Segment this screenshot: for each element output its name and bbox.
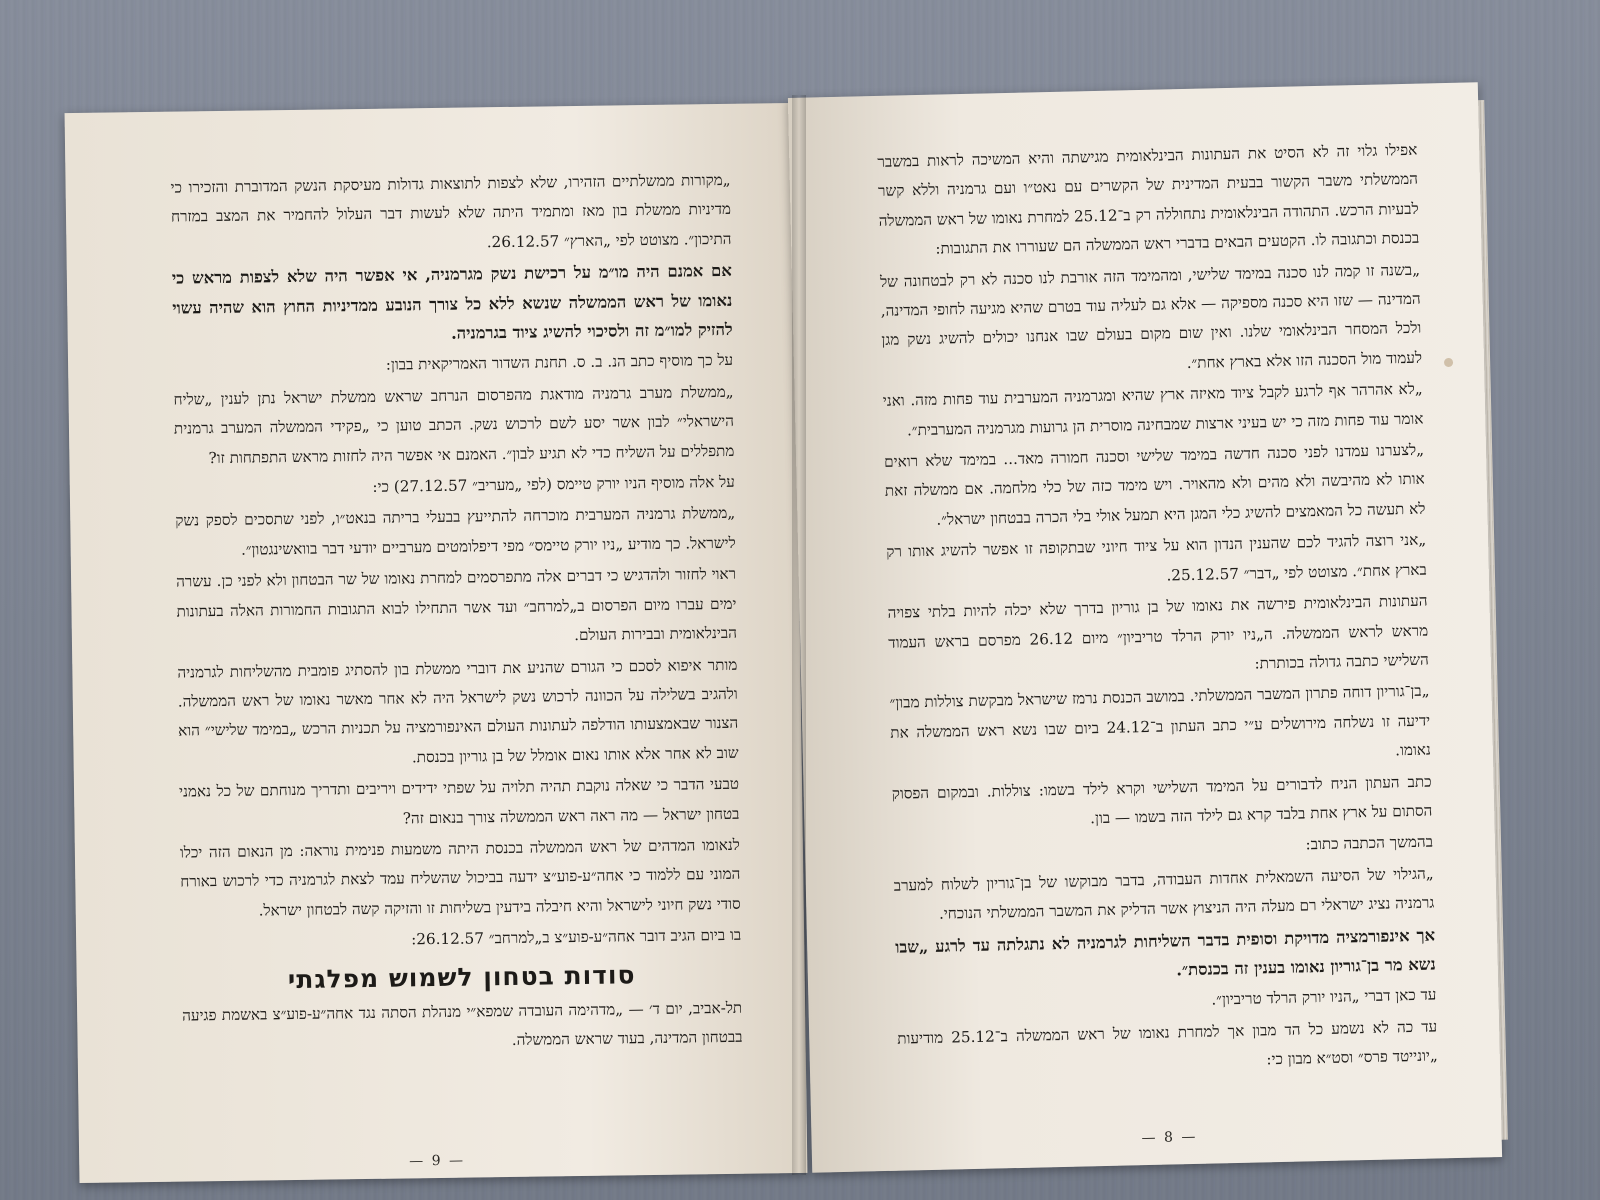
page-number: — 9 —	[409, 1152, 466, 1170]
paragraph: „ממשלת גרמניה המערבית מוכרחה להתייעץ בבעלי בריתה בנאט״ו, לפני שתסכים לספק נשק לישראל. כך מודיע „ניו יורק טיימס״ מפי דיפלומטים מערביים יודעי דבר בוואשינגטון״.	[175, 504, 736, 559]
paragraph: „לא אהרהר אף לרגע לקבל ציוד מאיזה ארץ שהיא ומגרמניה המערבית עוד פחות מזה. ואני אומר עוד פחות מזה כי יש בעיני ארצות שמבחינה מוסרית הן גרועות מגרמניה המערבית״.	[882, 379, 1424, 440]
paragraph: אפילו גלוי זה לא הסיט את העתונות הבינלאומית מגישתה והיא המשיכה לראות במשבר הממשלתי משבר הקשור בבעית המדינית של הקשרים עם נאט״ו ועם גרמניה וללא קשר לבעיות הרכש. התהודה הבינלאומית נתחוללה רק ב־25.12 למחרת נאומו של ראש הממשלה בכנסת וכתגובה לו. הקטעים הבאים בדברי ראש הממשלה הם שעוררו את התגובות:	[877, 140, 1420, 258]
paragraph: כתב העתון הניח לדבורים על המימד השלישי וקרא לילד בשמו: צוללות. ובמקום הפסוק הסתום על ארץ אחת בלבד קרא גם לילד הזה בשמו — בון.	[891, 772, 1433, 828]
left-page	[65, 103, 808, 1183]
page-number: — 8 —	[1141, 1128, 1198, 1147]
book-spine	[792, 95, 806, 1175]
paragraph: בו ביום הגיב דובר אחה״ע-פוע״צ ב„למרחב״ 26.12.57:	[411, 925, 742, 949]
paragraph: לנאומו המדהים של ראש הממשלה בכנסת היתה משמעות פנימית נוראה: מן הנאום הזה יכלו המוני עם ללמוד כי אחה״ע-פוע״צ ידעה בביכול שהשליח עמד לצאת לגרמניה כדי לרכוש באורח סודי נשק חיוני לישראל והיא חיבלה בידעין בשליחות זו והזיקה קשה לבטחון ישראל.	[179, 835, 741, 920]
paragraph: „הגילוי של הסיעה השמאלית אחדות העבודה, בדבר מבוקשו של בן־גוריון לשלוח למערב גרמניה נציג ישראלי רם מעלה היה הניצוץ אשר הדליק את המשבר הממשלתי הנוכחי.	[893, 864, 1435, 923]
paragraph: „ממשלת מערב גרמניה מודאגת מהפרסום הנרחב שראש ממשלת ישראל נתן לענין „שליח הישראלי״ לבון אשר יסע לשם לרכוש נשק. הכתב טוען כי „פקידי הממשלה המערב גרמנית מתפללים על השליח כדי לא תגיע לבון״. האמנם אי אפשר היה לחזות מראש התפתחות זו?	[173, 382, 735, 467]
right-page	[788, 82, 1502, 1172]
paragraph: העתונות הבינלאומית פירשה את נאומו של בן גוריון בדרך שלא יכלה להיות בלתי צפויה מראש לראש הממשלה. ה„ניו יורק הרלד טריביון״ מיום 26.12 מפרסם בראש העמוד השלישי כתבה גדולה בכותרת:	[887, 591, 1430, 673]
paragraph: בהמשך הכתבה כתוב:	[1305, 832, 1434, 854]
paragraph-bold: אך אינפורמציה מדויקת וסופית בדבר השליחות לגרמניה לא נתגלתה עד לרגע „שבו נשא מר בן־גוריון נאומו בענין זה בכנסת״.	[894, 925, 1436, 980]
paragraph: על אלה מוסיף הניו יורק טיימס (לפי „מעריב״ 27.12.57) כי:	[372, 472, 735, 496]
paragraph: על כך מוסיף כתב הנ. ב. ס. תחנת השדור האמריקאית בבון:	[385, 351, 734, 375]
paragraph: עד כה לא נשמע כל הד מבון אך למחרת נאומו של ראש הממשלה ב־25.12 מודיעות „יונייטד פרס״ וסט״א מבון כי:	[897, 1017, 1438, 1069]
paragraph: „אני רוצה להגיד לכם שהענין הנדון הוא על ציוד חיוני שבתקופה זו אפשר להשיג אותו רק בארץ אחת״. מצוטט לפי „דבר״ 25.12.57.	[886, 530, 1427, 585]
paragraph: ראוי לחזור ולהדגיש כי דברים אלה מתפרסמים למחרת נאומו של שר הבטחון ולא לפני כן. עשרה ימים עברו מיום הפרסום ב„למרחב״ ועד אשר התחילו לבוא התגובות החמורות האלה בעתונות הבינלאומית ובבירות העולם.	[175, 565, 738, 645]
paper-stain	[1444, 358, 1453, 367]
paragraph: „בן־גוריון דוחה פתרון המשבר הממשלתי. במושב הכנסת נרמז שישראל מבקשת צוללות מבון״ ידיעה זו נשלחה מירושלים ע״י כתב העתון ב־24.12 ביום שבו נשא ראש הממשלה את נאומו.	[889, 681, 1432, 760]
right-page-text	[877, 136, 1438, 1086]
paragraph: עד כאן דברי „הניו יורק הרלד טריביון״.	[1211, 985, 1437, 1009]
paragraph: תל-אביב, יום ד׳ — „מדהימה העובדה שמפא״י מנהלת הסתה נגד אחה״ע-פוע״צ באשמת פגיעה בבטחון המדינה, בעוד שראש הממשלה.	[182, 998, 743, 1050]
paragraph: „מקורות ממשלתיים הזהירו, שלא לצפות לתוצאות גדולות מעיסקת הנשק המדוברת והזכירו כי מדיניות ממשלת בון מאז ומתמיד היתה שלא לעשות דבר העלול להחמיר את המצב במזרח התיכון״. מצוטט לפי „הארץ״ 26.12.57.	[170, 170, 732, 252]
paragraph: טבעי הדבר כי שאלה נוקבת תהיה תלויה על שפתי ידידים ויריבים ותדריך מנוחתם של כל נאמני בטחון ישראל — מה ראה ראש הממשלה צורך בנאום זה?	[178, 774, 740, 828]
left-page-text	[170, 166, 742, 1063]
paragraph: „בשנה זו קמה לנו סכנה במימד שלישי, ומהמימד הזה אורבת לנו סכנה לא רק לבטחונה של המדינה — שזו היא סכנה מספיקה — אלא גם לעליה עוד בטרם שהיא מגיעה לחופי המדינה, ולכל המסחר הבינלאומי שלנו. ואין שום מקום בעולם שבו אנחנו יכולים להשיג נשק מגן לעמוד מול הסכנה הזו אלא בארץ אחת״.	[879, 260, 1423, 372]
paragraph-bold: אם אמנם היה מו״מ על רכישת נשק מגרמניה, אי אפשר היה שלא לצפות מראש כי נאומו של ראש הממשלה שנשא ללא כל צורך הנובע ממדיניות החוץ הוא שהיה עשוי להזיק למו״מ זה ולסיכוי להשיג ציוד בגרמניה.	[171, 261, 733, 343]
paragraph: מותר איפוא לסכם כי הגורם שהניע את דוברי ממשלת בון להסתיג פומבית מהשליחות לגרמניה ולהגיב בשלילה על הכוונה לרכוש נשק לישראל היה לא אחר מאשר נאומו של ראש הממשלה. הצנור שבאמצעותו הודלפה לעתונות העולם האינפורמציה על תכניות הרכש „במימד שלישי״ הוא שוב לא אחר אלא אותו נאום אומלל של בן גוריון בכנסת.	[177, 655, 739, 767]
section-heading: סודות בטחון לשמוש מפלגתי	[287, 959, 636, 994]
paragraph: „לצערנו עמדנו לפני סכנה חדשה במימד שלישי וסכנה חמורה מאד... במימד שלא רואים אותו לא מהיבשה ולא מהים ולא מהאויר. ויש מימד כזה של כלי מלחמה. אם ממשלה זאת לא תעשה כל המאמצים להשיג כלי המגן היא תמעל אולי בלי הכרה בבטחון ישראל״.	[883, 440, 1426, 529]
